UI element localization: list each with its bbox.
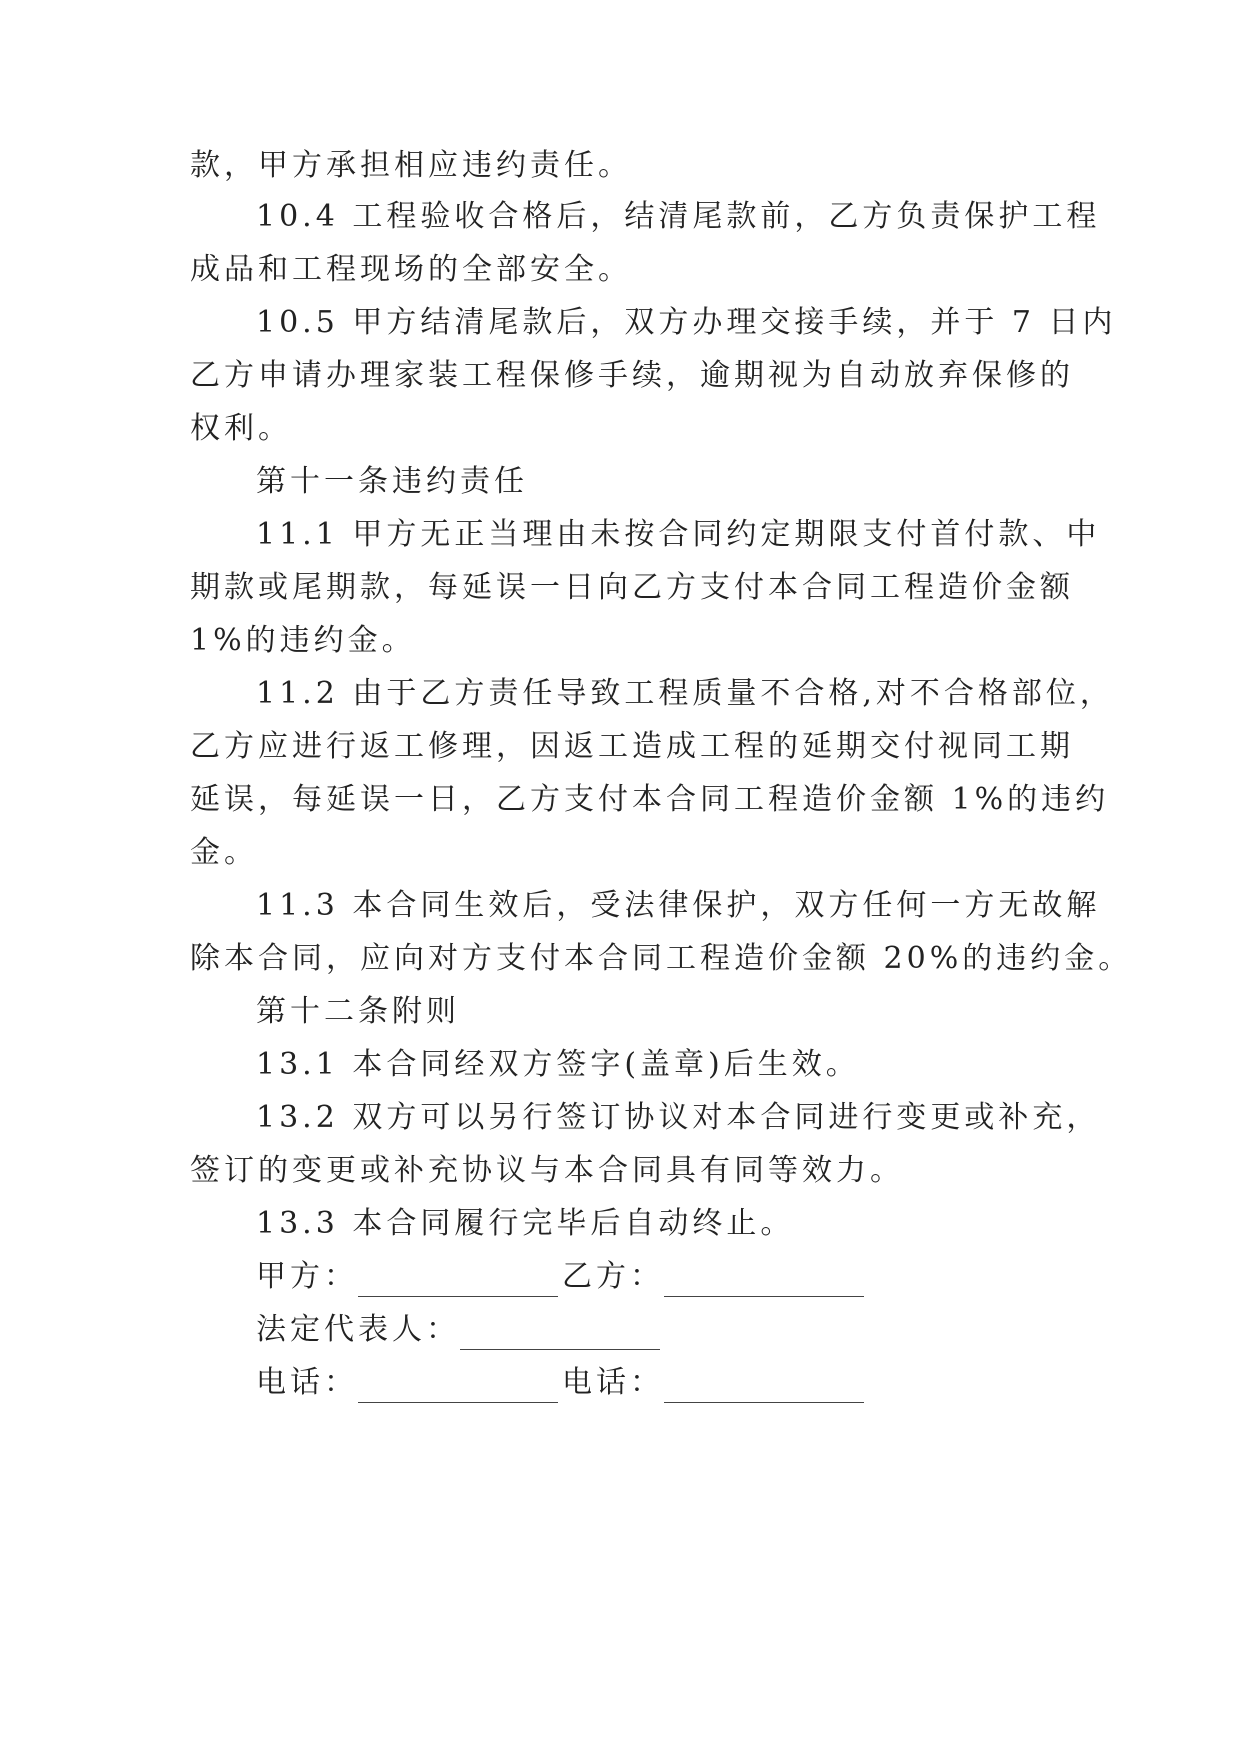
text-line-12: 乙方应进行返工修理，因返工造成工程的延期交付视同工期 [190, 729, 1074, 764]
text-line-20: 签订的变更或补充协议与本合同具有同等效力。 [190, 1153, 904, 1188]
clause-11-3: 11.3 本合同生效后，受法律保护，双方任何一方无故解 [256, 888, 1101, 923]
phone-b-label: 电话： [562, 1365, 664, 1400]
text-line-9: 期款或尾期款，每延误一日向乙方支付本合同工程造价金额 [190, 570, 1074, 605]
clause-11-1: 11.1 甲方无正当理由未按合同约定期限支付首付款、中 [256, 517, 1101, 552]
text-line-10: 1%的违约金。 [190, 623, 416, 658]
section-heading-12: 第十二条附则 [256, 994, 460, 1029]
party-b-label: 乙方： [562, 1259, 664, 1294]
text-line-5: 乙方申请办理家装工程保修手续，逾期视为自动放弃保修的 [190, 358, 1074, 393]
clause-11-2: 11.2 由于乙方责任导致工程质量不合格,对不合格部位， [256, 676, 1114, 711]
party-a-blank [358, 1268, 558, 1297]
text-line-6: 权利。 [190, 411, 292, 446]
text-line-14: 金。 [190, 835, 258, 870]
text-line-1: 款，甲方承担相应违约责任。 [190, 148, 632, 183]
phone-a-blank [358, 1374, 558, 1403]
signature-row-parties [256, 1257, 868, 1297]
clause-13-1: 13.1 本合同经双方签字(盖章)后生效。 [256, 1047, 860, 1082]
text-line-13: 延误，每延误一日，乙方支付本合同工程造价金额 1%的违约 [190, 782, 1110, 817]
section-heading-11: 第十一条违约责任 [256, 464, 528, 499]
text-line-3: 成品和工程现场的全部安全。 [190, 252, 632, 287]
clause-13-3: 13.3 本合同履行完毕后自动终止。 [256, 1206, 795, 1241]
legal-rep-label: 法定代表人： [256, 1312, 460, 1347]
text-line-16: 除本合同，应向对方支付本合同工程造价金额 20%的违约金。 [190, 941, 1133, 976]
signature-row-phones [256, 1363, 868, 1403]
party-a-label: 甲方： [256, 1259, 358, 1294]
signature-row-legal-rep [256, 1310, 664, 1350]
legal-rep-blank [460, 1321, 660, 1350]
clause-10-4: 10.4 工程验收合格后，结清尾款前，乙方负责保护工程 [256, 199, 1101, 234]
party-b-blank [664, 1268, 864, 1297]
clause-10-5: 10.5 甲方结清尾款后，双方办理交接手续，并于 7 日内 [256, 305, 1117, 340]
phone-b-blank [664, 1374, 864, 1403]
clause-13-2: 13.2 双方可以另行签订协议对本合同进行变更或补充， [256, 1100, 1101, 1135]
phone-a-label: 电话： [256, 1365, 358, 1400]
